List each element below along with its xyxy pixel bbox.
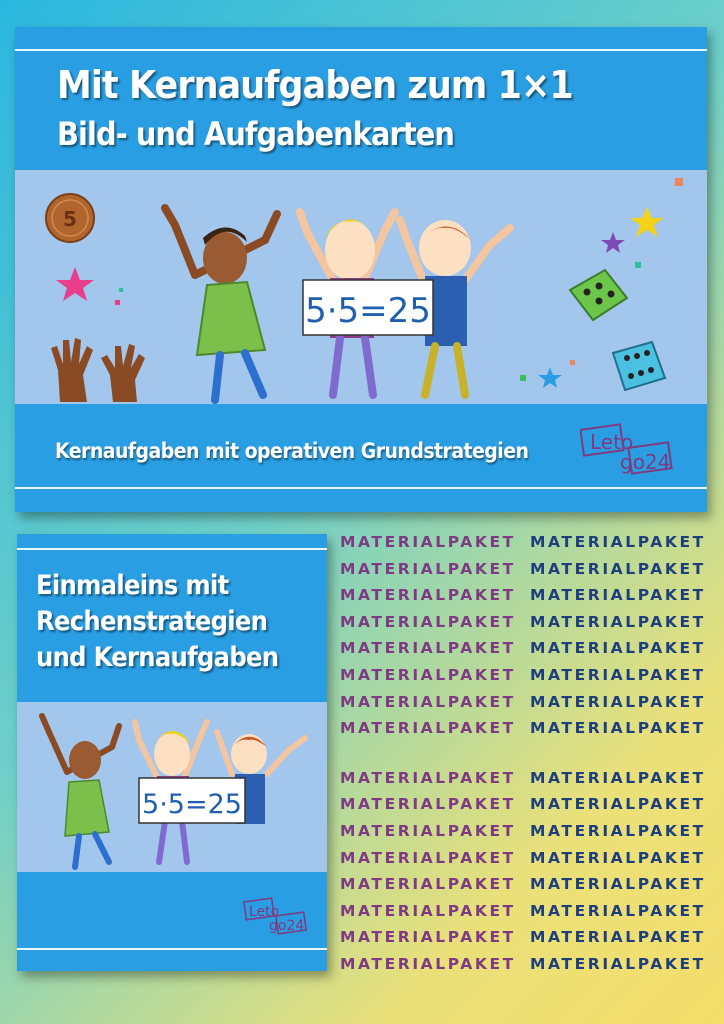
materialpaket-text-purple: MATERIALPAKET xyxy=(340,795,516,814)
secondary-cover-title xyxy=(36,568,278,676)
svg-text:go24: go24 xyxy=(620,450,671,474)
materialpaket-row xyxy=(340,635,720,662)
materialpaket-row xyxy=(340,529,720,556)
materialpaket-text-purple: MATERIALPAKET xyxy=(340,533,516,551)
children-illustration xyxy=(17,702,327,872)
main-cover-card xyxy=(15,27,707,512)
materialpaket-text-navy: MATERIALPAKET xyxy=(530,954,706,973)
materialpaket-text-purple: MATERIALPAKET xyxy=(340,665,516,684)
equation-card xyxy=(139,778,245,823)
materialpaket-text-navy: MATERIALPAKET xyxy=(530,586,706,605)
materialpaket-row xyxy=(340,818,720,845)
star-icon xyxy=(56,267,94,301)
materialpaket-row xyxy=(340,845,720,872)
materialpaket-text-navy: MATERIALPAKET xyxy=(530,533,706,551)
equation-card xyxy=(303,280,433,335)
materialpaket-row xyxy=(340,715,720,742)
equation-text: 5·5=25 xyxy=(142,789,242,820)
materialpaket-text-navy: MATERIALPAKET xyxy=(530,719,706,738)
raised-hands-icon xyxy=(51,338,145,402)
divider-line-bottom xyxy=(15,487,707,489)
materialpaket-row xyxy=(340,898,720,925)
materialpaket-text-navy: MATERIALPAKET xyxy=(530,901,706,920)
materialpaket-row xyxy=(340,662,720,689)
materialpaket-text-navy: MATERIALPAKET xyxy=(530,639,706,658)
materialpaket-text-purple: MATERIALPAKET xyxy=(340,928,516,947)
letogo-logo xyxy=(580,423,675,478)
materialpaket-text-purple: MATERIALPAKET xyxy=(340,768,516,787)
title-line-1: Einmaleins mit xyxy=(36,570,229,601)
secondary-cover-card xyxy=(17,534,327,971)
divider-line-top xyxy=(17,548,327,550)
materialpaket-text-purple: MATERIALPAKET xyxy=(340,612,516,631)
materialpaket-text-navy: MATERIALPAKET xyxy=(530,559,706,578)
letogo-logo xyxy=(243,897,309,937)
materialpaket-text-purple: MATERIALPAKET xyxy=(340,821,516,840)
materialpaket-row xyxy=(340,556,720,583)
materialpaket-text-navy: MATERIALPAKET xyxy=(530,821,706,840)
blue-dice-icon xyxy=(613,342,665,390)
materialpaket-row xyxy=(340,609,720,636)
materialpaket-text-navy: MATERIALPAKET xyxy=(530,665,706,684)
child-figure-1 xyxy=(42,716,119,867)
coin-label: 5 xyxy=(63,207,77,231)
materialpaket-group-1 xyxy=(340,529,720,742)
materialpaket-text-navy: MATERIALPAKET xyxy=(530,795,706,814)
materialpaket-row xyxy=(340,871,720,898)
materialpaket-row xyxy=(340,582,720,609)
cover-subtitle: Bild- und Aufgabenkarten xyxy=(57,115,454,153)
materialpaket-text-purple: MATERIALPAKET xyxy=(340,559,516,578)
materialpaket-text-navy: MATERIALPAKET xyxy=(530,928,706,947)
materialpaket-text-purple: MATERIALPAKET xyxy=(340,586,516,605)
materialpaket-text-purple: MATERIALPAKET xyxy=(340,875,516,894)
divider-line-top xyxy=(15,49,707,51)
title-line-3: und Kernaufgaben xyxy=(36,642,279,673)
cover-title: Mit Kernaufgaben zum 1×1 xyxy=(57,63,573,107)
child-figure-1 xyxy=(165,208,277,400)
divider-line-bottom xyxy=(17,948,327,950)
materialpaket-row xyxy=(340,924,720,951)
green-dice-icon xyxy=(570,270,627,320)
materialpaket-text-purple: MATERIALPAKET xyxy=(340,719,516,738)
star-icon xyxy=(601,232,625,253)
coin-icon xyxy=(46,194,94,242)
materialpaket-text-navy: MATERIALPAKET xyxy=(530,768,706,787)
children-illustration xyxy=(15,170,707,404)
materialpaket-text-navy: MATERIALPAKET xyxy=(530,848,706,867)
materialpaket-row xyxy=(340,951,720,978)
cover-tagline: Kernaufgaben mit operativen Grundstrategien xyxy=(55,439,529,463)
materialpaket-text-navy: MATERIALPAKET xyxy=(530,612,706,631)
materialpaket-row xyxy=(340,791,720,818)
materialpaket-text-purple: MATERIALPAKET xyxy=(340,639,516,658)
star-icon xyxy=(630,207,664,237)
materialpaket-text-purple: MATERIALPAKET xyxy=(340,692,516,711)
materialpaket-group-2 xyxy=(340,765,720,978)
materialpaket-text-purple: MATERIALPAKET xyxy=(340,954,516,973)
equation-text: 5·5=25 xyxy=(305,291,431,331)
materialpaket-text-purple: MATERIALPAKET xyxy=(340,848,516,867)
materialpaket-grid xyxy=(340,529,720,978)
materialpaket-text-purple: MATERIALPAKET xyxy=(340,901,516,920)
materialpaket-row xyxy=(340,765,720,792)
svg-text:go24: go24 xyxy=(269,918,305,934)
materialpaket-text-navy: MATERIALPAKET xyxy=(530,875,706,894)
title-line-2: Rechenstrategien xyxy=(36,606,268,637)
star-icon xyxy=(538,367,562,388)
materialpaket-text-navy: MATERIALPAKET xyxy=(530,692,706,711)
svg-text:Leto: Leto xyxy=(590,430,634,454)
svg-text:Leto: Leto xyxy=(249,904,280,920)
materialpaket-row xyxy=(340,689,720,716)
